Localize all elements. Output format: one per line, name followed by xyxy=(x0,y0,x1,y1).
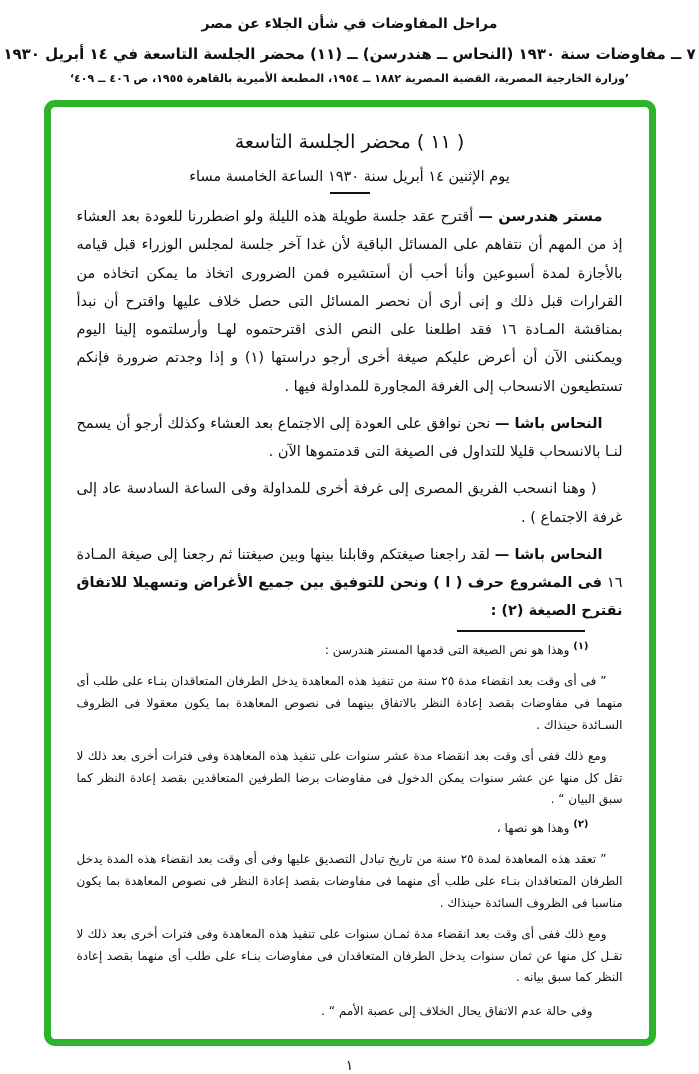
footnotes-section xyxy=(77,638,623,1023)
paragraph-text: نحن نوافق على العودة إلى الاجتماع بعد العشاء وكذلك أرجو أن يسمح لنـا بالانسحاب قليلا للتداول فى الصيغة التى قدمتموها الآن . xyxy=(76,415,623,461)
footnote-2-head-text: وهذا هو نصها ، xyxy=(496,820,570,835)
page-footer xyxy=(0,1055,699,1074)
footnote-1-head-text: وهذا هو نص الصيغة التى قدمها المستر هندرسن : xyxy=(324,642,570,657)
footnote-2-paragraph-2: ومع ذلك ففى أى وقت بعد انقضاء مدة ثمـان سنوات على تنفيذ هذه المعاهدة وفى فترات أخرى بعد ذلك لا تقـل كل منها عن ثمان سنوات يدخل الطرفان المتعاقدان فى مفاوضات بنـاء على طلب أى منهما بقصد إعادة النظر كما سبق بيانه . xyxy=(76,927,623,985)
paragraph-text-emphasized: فى المشروع حرف ( ا ) ونحن للتوفيق بين جميع الأغراض وتسهيلا للاتفاق نقترح الصيغة (٢) : xyxy=(76,575,623,620)
paragraph-henderson xyxy=(77,203,623,401)
footnote-2-paragraph-1: ” تعقد هذه المعاهدة لمدة ٢٥ سنة من تاريخ تبادل التصديق عليها وفى أى وقت بعد انقضاء هذه المدة يدخل الطرفان المتعاقدان بنـاء على طلب أى منهما فى مفاوضات بقصد إعادة النظر فى نصوص المعاهدة بما يكون مناسبا فى الظروف السائدة حينذاك . xyxy=(76,852,623,910)
page-header xyxy=(0,0,699,85)
footnote-2-paragraph-3: وفى حالة عدم الاتفاق يحال الخلاف إلى عصبة الأمم “ . xyxy=(321,1004,593,1019)
page-number: ١ xyxy=(345,1057,354,1074)
footnote-2-heading xyxy=(77,816,623,840)
footnote-1-paragraph-2: ومع ذلك ففى أى وقت بعد انقضاء مدة عشر سنوات على تنفيذ هذه المعاهدة وفى فترات أخرى بعد ذلك لا تقل كل منها عن عشر سنوات يمكن الدخول فى مفاوضات برضا الطرفين المتعاقدين بقصد إعادة النظر كما سبق البيان “ . xyxy=(76,749,623,807)
header-chapter-title: ٧ ــ مفاوضات سنة ١٩٣٠ (النحاس ــ هندرسن) ــ (١١) محضر الجلسة التاسعة في ١٤ أبريل ١٩٣٠ xyxy=(3,45,696,63)
paragraph-text: ( وهنا انسحب الفريق المصرى إلى غرفة أخرى للمداولة وفى الساعة السادسة عاد إلى غرفة الاجتماع ) . xyxy=(76,481,623,526)
paragraph-text: لقد راجعنا صيغتكم وقابلنا بينها وبين صيغتنا ثم رجعنا إلى صيغة المـادة ١٦ xyxy=(76,546,623,592)
paragraph-text: أقترح عقد جلسة طويلة هذه الليلة ولو اضطررنا للعودة بعد العشاء إذ من المهم أن نتفاهم على المسائل الباقية لأن غدا آخر جلسة لمجلس الوزراء قبل قيامه بالأجازة لمدة أسبوعين وأنا أحب أن أستشيره فمن الضرورى اتخاذ ما يمكن اتخاذه من القرارات قبل ذلك و إنى أرى أن نحصر المسائل التى حصل خلاف عليها واقترح أن نبدأ بمناقشة المـادة ١٦ فقد اطلعنا على النص الذى اقترحتموه لهـا وأرسلتموه إلينا اليوم ويمكننى الآن أن أعرض عليكم صيغة أخرى أرجو دراستها (١) و إذا وجدتم ضرورة فإنكم تستطيعون الانسحاب إلى الغرفة المجاورة للمداولة فيها . xyxy=(76,209,623,395)
header-series-title: مراحل المفاوضات في شأن الجلاء عن مصر xyxy=(201,16,498,32)
footnote-2-marker: (٢) xyxy=(573,818,589,830)
footnote-1-paragraph-1: ” فى أى وقت بعد انقضاء مدة ٢٥ سنة من تنفيذ هذه المعاهدة يدخل الطرفان المتعاقدان بنـاء على طلب أى منهما فى مفاوضات بقصد إعادة النظر بالاتفاق بينهما فى نصوص المعاهدة بما يكون معقولا فى الظروف السـائدة حينذاك . xyxy=(76,674,623,732)
minutes-date-subtitle: يوم الإثنين ١٤ أبريل سنة ١٩٣٠ الساعة الخامسة مساء xyxy=(189,169,510,185)
paragraph-stage-note xyxy=(77,475,623,532)
paragraph-nahhas-1 xyxy=(77,410,623,467)
minutes-green-frame xyxy=(44,100,656,1046)
speaker-name: النحاس باشا — xyxy=(494,415,603,432)
header-source-citation: ’وزارة الخارجية المصرية، القضية المصرية ١٨٨٢ ــ ١٩٥٤، المطبعة الأميرية بالقاهرة ١٩٥٥، ص ٤٠٦ ــ ٤٠٩‘ xyxy=(69,72,630,85)
speaker-name: مستر هندرسن — xyxy=(478,209,603,225)
footnote-1-heading xyxy=(77,638,623,662)
subtitle-divider xyxy=(330,192,370,194)
paragraph-nahhas-2 xyxy=(77,541,623,626)
footnote-1-marker: (١) xyxy=(573,640,589,652)
footnote-separator-rule xyxy=(457,630,585,632)
speaker-name: النحاس باشا — xyxy=(494,546,603,563)
minutes-title: ( ١١ ) محضر الجلسة التاسعة xyxy=(234,131,465,153)
